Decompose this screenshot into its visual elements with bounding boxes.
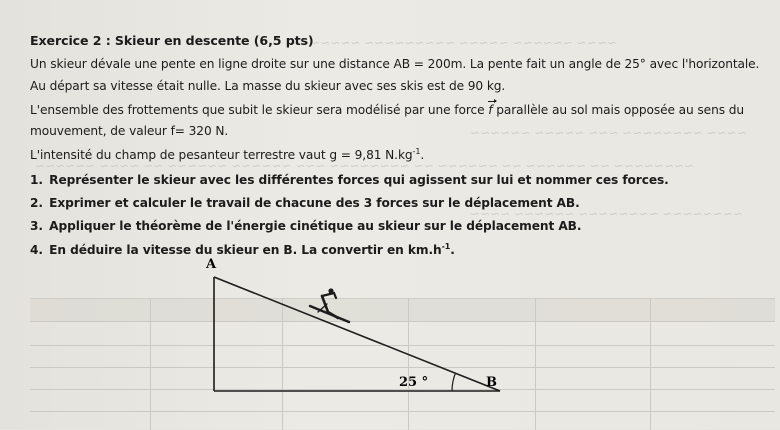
statement-text: L'ensemble des frottements que subit le skieur sera modélisé par une force: [30, 103, 485, 117]
statement-line: Au départ sa vitesse était nulle. La masse du skieur avec ses skis est de 90 kg.: [30, 79, 506, 93]
point-b-label: B: [486, 375, 497, 390]
force-vector-symbol: f: [488, 103, 493, 117]
statement-line: Un skieur dévale une pente en ligne droite sur une distance AB = 200m. La pente fait un angle de 25° avec l'horizontale.: [30, 57, 760, 71]
gravity-value: g = 9,81 N.kg: [329, 148, 413, 162]
question-text: En déduire la vitesse du skieur en B. La convertir en km.h: [49, 243, 442, 257]
unit-exponent: -1: [412, 147, 421, 156]
angle-label: 25 °: [399, 375, 429, 390]
question-number: 3.: [30, 219, 43, 233]
exercise-title: Exercice 2 : Skieur en descente (6,5 pts): [30, 33, 314, 48]
question-text: Exprimer et calculer le travail de chacune des 3 forces sur le déplacement AB.: [49, 196, 580, 210]
angle-arc: [452, 373, 456, 391]
statement-text: .: [420, 148, 425, 162]
question-number: 2.: [30, 196, 43, 210]
statement-line: mouvement, de valeur f= 320 N.: [30, 124, 229, 138]
question-number: 1.: [30, 173, 43, 187]
question-text: Représenter le skieur avec les différentes forces qui agissent sur lui et nommer ces forces.: [49, 173, 669, 187]
statement-text: parallèle au sol mais opposée au sens du: [496, 103, 744, 117]
bleed-through-text: ~~~~~~~~ ~~~~~~~~ ~~~~~~ ~~~~: [470, 207, 743, 221]
slope-line: [214, 277, 500, 391]
question-text: .: [450, 243, 455, 257]
question-text: Appliquer le théorème de l'énergie cinétique au skieur sur le déplacement AB.: [49, 219, 582, 233]
bleed-through-text: ~~~~ ~~~~~~~~ ~~~ ~~~~~ ~~~~~~: [470, 126, 747, 140]
unit-exponent: -1: [441, 242, 451, 251]
point-a-label: A: [205, 257, 217, 272]
question-number: 4.: [30, 243, 43, 257]
bleed-through-text: ~~~~ ~~~~~~ ~~~~~ ~~~~~~~~~ ~~~~~~~: [290, 36, 617, 50]
statement-text: L'intensité du champ de pesanteur terrestre vaut: [30, 148, 326, 162]
bleed-through-text: ~~~~~~~~ ~~ ~~~~~~ ~~ ~~~~~~ ~~ ~~~~~~~~ ~~~ ~~~~~~ ~~~~~~ ~~ ~~~~ ~~~~~~: [35, 159, 695, 173]
